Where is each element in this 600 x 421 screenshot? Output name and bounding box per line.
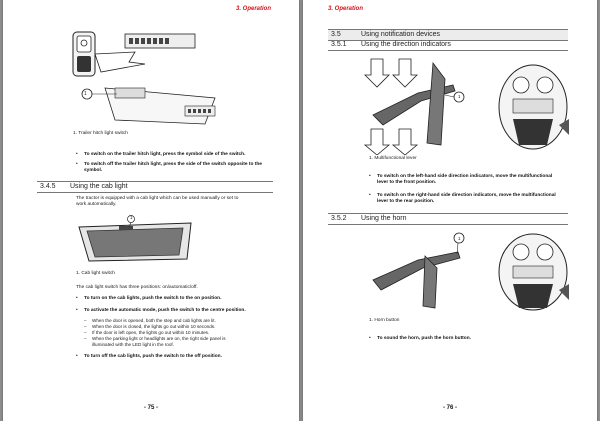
- page-number: - 75 -: [143, 405, 158, 411]
- dir-bullet-right-cont: lever to the rear position.: [377, 199, 435, 204]
- cab-bullet-auto: • To activate the automatic mode, push the switch to the centre position.: [76, 308, 246, 313]
- figure2-callout: 1: [130, 215, 133, 220]
- cab-intro-line1: The tractor is equipped with a cab light which can be used manually or set to: [76, 196, 239, 201]
- dir-bullet-left: • To switch on the left-hand side direction indicators, move the multifunctional: [369, 174, 553, 179]
- section-notification-devices: 3.5 Using notification devices: [328, 29, 568, 41]
- left-page: [3, 0, 299, 421]
- hitch-bullet-on: • To switch on the trailer hitch light, press the symbol side of the switch.: [76, 152, 246, 157]
- cab-bullet-on: • To turn on the cab lights, push the switch to the on position.: [76, 296, 222, 301]
- horn-button-illustration: [363, 230, 573, 315]
- multifunctional-lever-illustration: [363, 55, 573, 155]
- sub-bullet: – When the door is opened, both the step and cab lights are lit.: [84, 318, 216, 323]
- dir-bullet-left-cont: lever to the front position.: [377, 180, 437, 185]
- sub-bullet-cont: illuminated with the LED light in the roof.: [92, 342, 174, 347]
- figure4-caption: 1. Horn button: [369, 318, 400, 323]
- cab-bullet-off: • To turn off the cab lights, push the switch to the off position.: [76, 354, 222, 359]
- figure3-caption: 1. Multifunctional lever: [369, 156, 417, 161]
- section-cab-light: 3.4.5 Using the cab light: [37, 181, 273, 193]
- sub-bullet: – When the parking light or headlights are on, the right side panel is: [84, 336, 226, 341]
- figure1-caption: 1. Trailer hitch light switch: [73, 131, 128, 136]
- section-direction-indicators: 3.5.1 Using the direction indicators: [328, 40, 568, 51]
- sub-bullet: – If the door is left open, the lights go out within 10 minutes.: [84, 330, 210, 335]
- dir-bullet-right: • To switch on the right-hand side direction indicators, move the multifunctional: [369, 193, 556, 198]
- figure1-callout: 1: [84, 91, 87, 97]
- horn-bullet: • To sound the horn, push the horn button.: [369, 336, 471, 341]
- figure3-callout: 1: [458, 94, 461, 99]
- cab-intro-line2: work automatically.: [76, 202, 117, 207]
- page-header: 3. Operation: [328, 6, 364, 12]
- cab-positions-text: The cab light switch has three positions: on/automatic/off.: [76, 285, 198, 290]
- page-header: 3. Operation: [235, 6, 271, 12]
- sub-bullet: – When the door is closed, the lights go out within 10 seconds.: [84, 324, 216, 329]
- section-horn: 3.5.2 Using the horn: [328, 213, 568, 225]
- page-number: - 76 -: [442, 405, 457, 411]
- hitch-bullet-off: • To switch off the trailer hitch light, press the side of the switch opposite to the: [76, 162, 262, 167]
- figure2-caption: 1. Cab light switch: [76, 271, 115, 276]
- trailer-hitch-switch-illustration: [65, 28, 225, 128]
- hitch-bullet-off-cont: symbol.: [84, 168, 103, 173]
- cab-light-illustration: [75, 215, 199, 265]
- right-page: [303, 0, 597, 421]
- figure4-callout: 1: [458, 236, 461, 241]
